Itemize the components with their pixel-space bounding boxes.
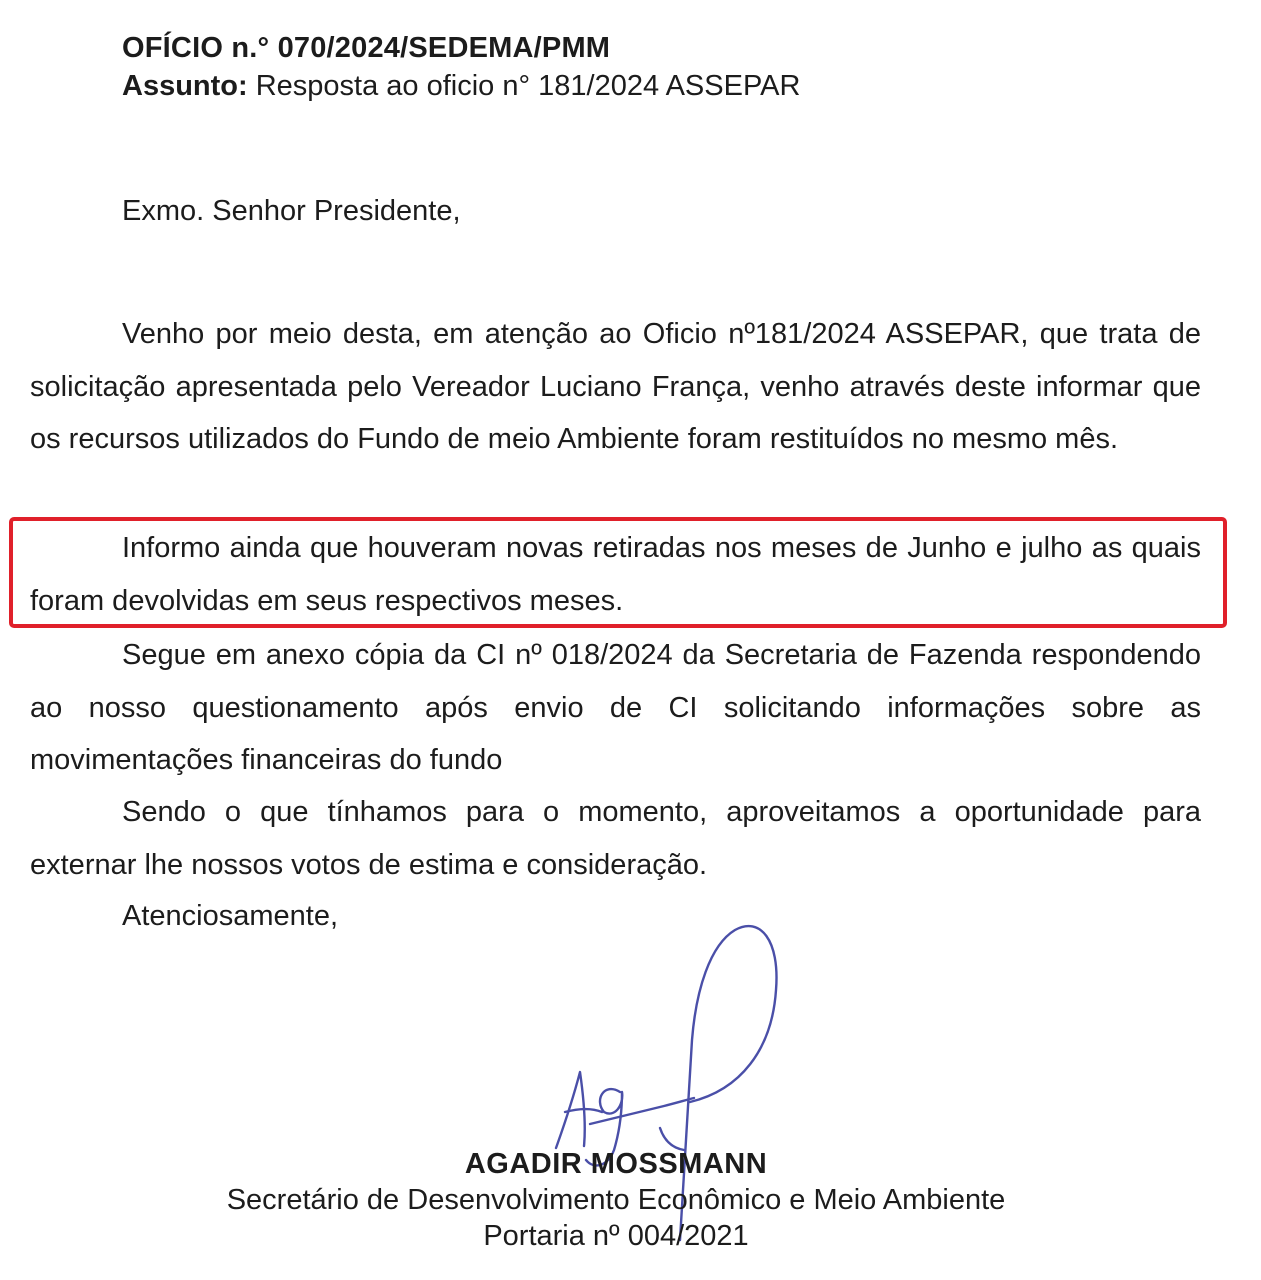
oficio-number: OFÍCIO n.° 070/2024/SEDEMA/PMM: [122, 32, 611, 64]
body-paragraph-4: Sendo o que tínhamos para o momento, aproveitamos a oportunidade para externar lhe nossos votos de estima e consideração.: [30, 796, 1201, 881]
subject-text: Resposta ao oficio n° 181/2024 ASSEPAR: [247, 70, 801, 102]
signer-portaria: Portaria nº 004/2021: [483, 1220, 749, 1252]
body-paragraph-3: Segue em anexo cópia da CI nº 018/2024 da Secretaria de Fazenda respondendo ao nosso questionamento após envio de CI solicitando informações sobre as movimentações financeiras do fundo: [30, 639, 1201, 776]
salutation: Exmo. Senhor Presidente,: [122, 195, 461, 227]
signer-role: Secretário de Desenvolvimento Econômico e Meio Ambiente: [226, 1184, 1006, 1216]
closing: Atenciosamente,: [122, 900, 339, 932]
subject-label: Assunto:: [122, 70, 248, 102]
red-highlight-box: [9, 517, 1227, 628]
body-paragraph-2-highlighted: Informo ainda que houveram novas retiradas nos meses de Junho e julho as quais foram devolvidas em seus respectivos meses.: [30, 532, 1201, 617]
signer-name: AGADIR MOSSMANN: [464, 1148, 768, 1180]
subject-line: [122, 68, 800, 104]
body-paragraph-1: Venho por meio desta, em atenção ao Oficio nº181/2024 ASSEPAR, que trata de solicitação apresentada pelo Vereador Luciano França, venho através deste informar que os recursos utilizados do Fundo de meio Ambiente foram restituídos no mesmo mês.: [30, 318, 1201, 455]
